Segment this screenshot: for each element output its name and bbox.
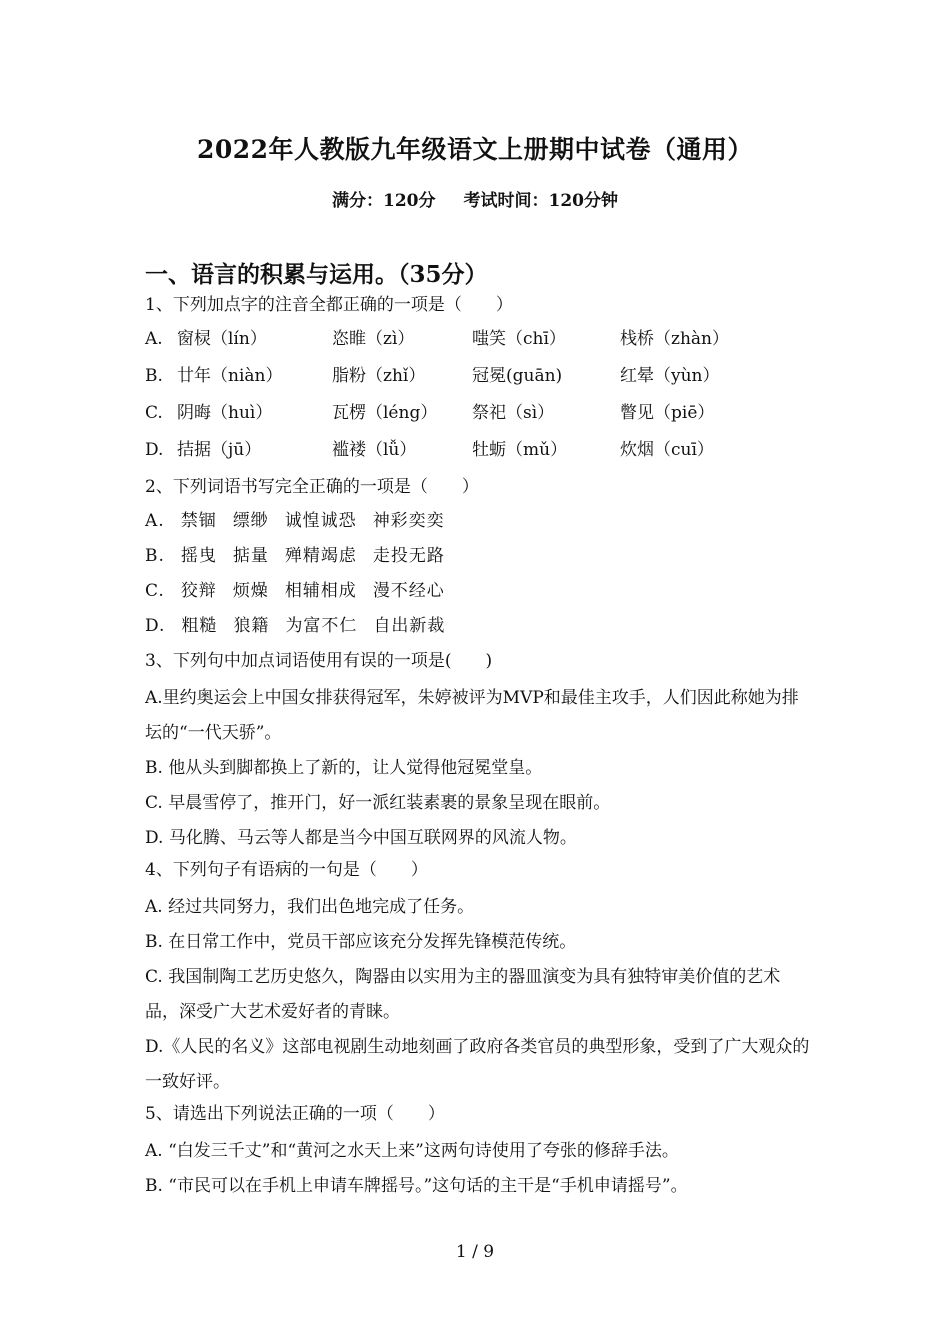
q2-stem: 2、下列词语书写完全正确的一项是（ ） [145,477,479,497]
q4-option-a: A. 经过共同努力，我们出色地完成了任务。 [145,897,475,917]
q4-stem: 4、下列句子有语病的一句是（ ） [145,860,428,880]
q4-option-d: D.《人民的名义》这部电视剧生动地刻画了政府各类官员的典型形象，受到了广大观众的一致好评。 [145,1037,810,1092]
q5-stem: 5、请选出下列说法正确的一项（ ） [145,1104,445,1124]
q1-stem: 1、下列加点字的注音全都正确的一项是（ ） [145,295,513,315]
q3-stem: 3、下列句中加点词语使用有误的一项是( ) [145,651,493,671]
questions [145,291,810,1204]
section-heading: 一、语言的积累与运用。（35分） [145,261,488,288]
q3-option-d: D. 马化腾、马云等人都是当今中国互联网界的风流人物。 [145,828,577,848]
page-number: 1 / 9 [455,1242,495,1262]
q5-option-b: B. “市民可以在手机上申请车牌摇号。”这句话的主干是“手机申请摇号”。 [145,1176,688,1196]
q1-option-a: A. 窗棂（lín） 恣睢（zì） 嗤笑（chī） 栈桥（zhàn） [145,329,729,349]
q2-option-b: B. 摇曳 掂量 殚精竭虑 走投无路 [145,546,445,566]
page-title: 2022年人教版九年级语文上册期中试卷（通用） [196,135,754,164]
q3-option-b: B. 他从头到脚都换上了新的，让人觉得他冠冕堂皇。 [145,758,543,778]
exam-info [0,186,950,211]
q3-option-c: C. 早晨雪停了，推开门，好一派红装素裹的景象呈现在眼前。 [145,793,611,813]
q2-option-a: A. 禁锢 缥缈 诚惶诚恐 神彩奕奕 [145,511,445,531]
q3-option-a: A.里约奥运会上中国女排获得冠军，朱婷被评为MVP和最佳主攻手，人们因此称她为排坛的“一代天骄”。 [145,688,799,743]
exam-time: 考试时间：120分钟 [463,191,618,211]
q2-option-c: C. 狡辩 烦燥 相辅相成 漫不经心 [145,581,445,601]
q4-option-c: C. 我国制陶工艺历史悠久，陶器由以实用为主的器皿演变为具有独特审美价值的艺术品，深受广大艺术爱好者的青睐。 [145,967,781,1022]
q1-option-c: C. 阴晦（huì） 瓦楞（léng） 祭祀（sì） 瞥见（piē） [145,403,715,423]
q2-option-d: D. 粗糙 狼籍 为富不仁 自出新裁 [145,616,446,636]
q5-option-a: A. “白发三千丈”和“黄河之水天上来”这两句诗使用了夸张的修辞手法。 [145,1141,679,1161]
q1-option-b: B. 廿年（niàn） 脂粉（zhǐ） 冠冕(guān) 红晕（yùn） [145,366,720,386]
q4-option-b: B. 在日常工作中，党员干部应该充分发挥先锋模范传统。 [145,932,577,952]
full-score: 满分：120分 [332,191,436,211]
q1-option-d: D. 拮据（jū） 褴褛（lǚ） 牡蛎（mǔ） 炊烟（cuī） [145,440,714,460]
